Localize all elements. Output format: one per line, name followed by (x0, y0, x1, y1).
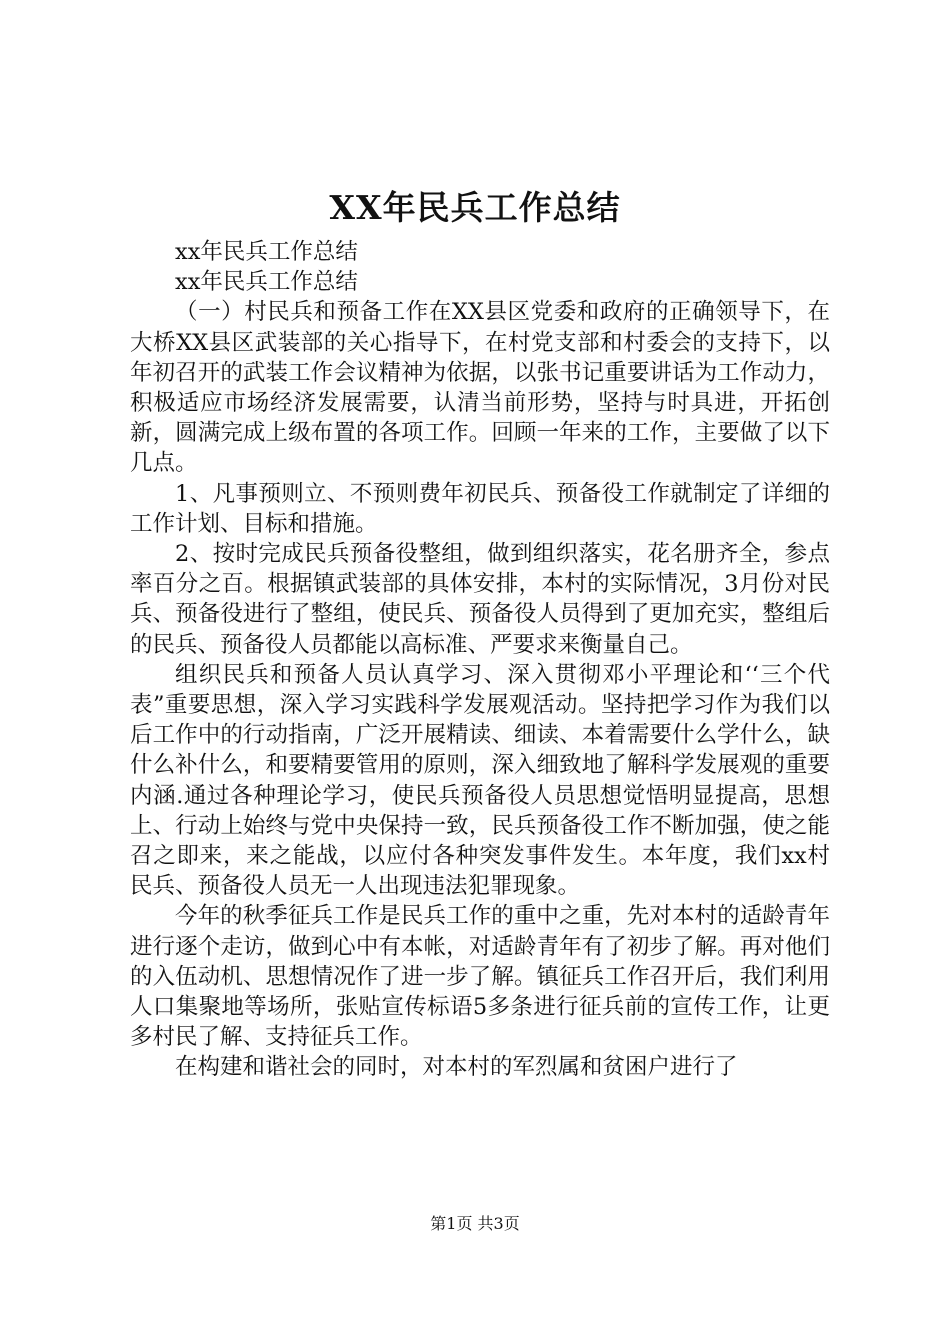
paragraph-item-2: 2、按时完成民兵预备役整组，做到组织落实，花名册齐全，参点率百分之百。根据镇武装部的具体安排，本村的实际情况，3月份对民兵、预备役进行了整组，使民兵、预备役人员得到了更加充实，整组后的民兵、预备役人员都能以高标准、严要求来衡量自己。 (130, 541, 830, 658)
paragraph-recruitment: 今年的秋季征兵工作是民兵工作的重中之重，先对本村的适龄青年进行逐个走访，做到心中有本帐，对适龄青年有了初步了解。再对他们的入伍动机、思想情况作了进一步了解。镇征兵工作召开后，我们利用人口集聚地等场所，张贴宣传标语5多条进行征兵前的宣传工作，让更多村民了解、支持征兵工作。 (130, 903, 830, 1051)
paragraph-intro: （一）村民兵和预备工作在XX县区党委和政府的正确领导下，在大桥XX县区武装部的关心指导下，在村党支部和村委会的支持下，以年初召开的武装工作会议精神为依据，以张书记重要讲话为工作动力，积极适应市场经济发展需要，认清当前形势，坚持与时具进，开拓创新，圆满完成上级布置的各项工作。回顾一年来的工作，主要做了以下几点。 (130, 299, 830, 477)
paragraph-study: 组织民兵和预备人员认真学习、深入贯彻邓小平理论和‘‘三个代表”重要思想，深入学习实践科学发展观活动。坚持把学习作为我们以后工作中的行动指南，广泛开展精读、细读、本着需要什么学什么，缺什么补什么，和要精要管用的原则，深入细致地了解科学发展观的重要内涵.通过各种理论学习，使民兵预备役人员思想觉悟明显提高，思想上、行动上始终与党中央保持一致，民兵预备役工作不断加强，使之能召之即来，来之能战，以应付各种突发事件发生。本年度，我们xx村民兵、预备役人员无一人出现违法犯罪现象。 (130, 661, 830, 900)
document-title: XX年民兵工作总结 (329, 188, 621, 227)
paragraph-heading-2: xx年民兵工作总结 (175, 269, 358, 296)
paragraph-item-1: 1、凡事预则立、不预则费年初民兵、预备役工作就制定了详细的工作计划、目标和措施。 (130, 480, 830, 537)
page-footer: 第1页 共3页 (430, 1214, 520, 1233)
paragraph-harmony: 在构建和谐社会的同时，对本村的军烈属和贫困户进行了 (175, 1054, 738, 1081)
document-body (130, 237, 830, 1083)
paragraph-heading-1: xx年民兵工作总结 (175, 239, 358, 265)
